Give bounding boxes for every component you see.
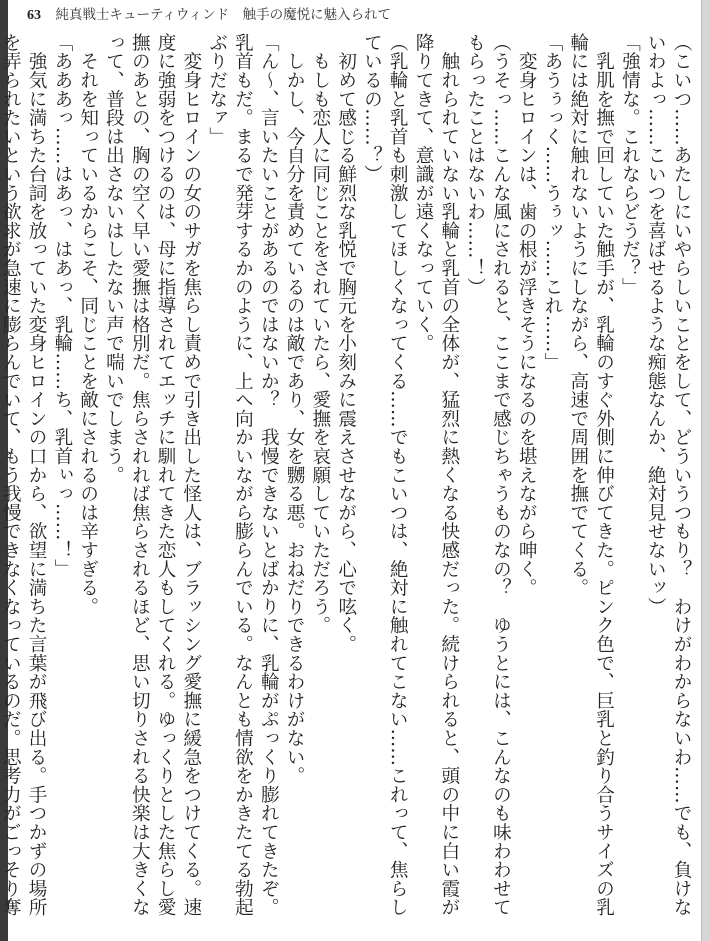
page-header bbox=[27, 3, 391, 24]
paragraph: （うそっ……こんな風にされると、ここまで感じちゃうものなの？ ゆうとには、こんなのも味わわせてもらったことはないわ……！） bbox=[464, 33, 512, 917]
paragraph: （乳輪と乳首も刺激してほしくなってくる……でもこいつは、絶対に触れてこない……これって、焦らしているの……？） bbox=[361, 33, 409, 917]
paragraph: 乳肌を撫で回していた触手が、乳輪のすぐ外側に伸びてきた。ピンク色で、巨乳と釣り合うサイズの乳輪には絶対に触れないようにしながら、高速で周囲を撫でてくる。 bbox=[567, 33, 615, 917]
paragraph: しかし、今自分を責めているのは敵であり、女を嬲る悪。おねだりできるわけがない。 bbox=[284, 33, 306, 785]
book-title: 純真戦士キューティウィンド 触手の魔悦に魅入られて bbox=[55, 7, 392, 23]
paragraph: 強気に満ちた台詞を放っていた変身ヒロインの口から、欲望に満ちた言葉が飛び出る。手つかずの場所を弄られたいという欲求が急速に膨らんでいて、もう我慢できなくなっているのだ。思考力がごっそり奪 bbox=[0, 33, 48, 917]
page-number: 63 bbox=[27, 8, 41, 23]
paragraph: 変身ヒロインの女のサガを焦らし責めで引き出した怪人は、ブラッシング愛撫に緩急をつけてくる。速度に強弱をつけるのは、母に指導されてエッチに馴れてきた恋人もしてくれる。ゆっくりとした焦らし愛撫のあとの、胸の空く早い愛撫は格別だ。焦らされれば焦らされるほど、思い切りされる快楽は大きくなって、普段は出さないはしたない声で喘いでしまう。 bbox=[103, 33, 202, 917]
paragraph: 「強情な。これならどうだ？」 bbox=[619, 33, 641, 297]
paragraph: 初めて感じる鮮烈な乳悦で胸元を小刻みに震えさせながら、心で呟く。 bbox=[335, 33, 357, 654]
paragraph: 触れられていない乳輪と乳首の全体が、猛烈に熱くなる快感だった。続けられると、頭の中に白い霞が降りてきて、意識が遠くなっていく。 bbox=[413, 33, 460, 917]
paragraph: それを知っているからこそ、同じことを敵にされるのは辛すぎる。 bbox=[77, 33, 99, 616]
paragraph: もしも恋人に同じことをされていたら、愛撫を哀願していただろう。 bbox=[309, 33, 331, 635]
paragraph: 「あうぅっく……うぅッ……これ……」 bbox=[542, 33, 564, 372]
scrollbar[interactable] bbox=[701, 0, 710, 941]
paragraph: 変身ヒロインは、歯の根が浮きそうになるのを堪えながら呻く。 bbox=[516, 33, 538, 597]
vertical-text-body bbox=[0, 33, 694, 933]
paragraph: 「ん～、言いたいことがあるのではないか？ 我慢できないとばかりに、乳輪がぷっくり膨れてきたぞ。乳首もだ。まるで発芽するかのように、上へ向かいながら膨らんでいる。なんとも情欲をかきたてる勃起ぶりだなァ」 bbox=[206, 33, 280, 917]
paragraph: （こいつ……あたしにいやらしいことをして、どういうつもり？ わけがわからないわ……でも、負けないわよっ……こいつを喜ばせるような痴態なんか、絶対見せないッ） bbox=[645, 33, 692, 917]
paragraph: 「あああっ……はあっ、はあっ、乳輪……ち、乳首ぃっ……！」 bbox=[51, 33, 73, 579]
